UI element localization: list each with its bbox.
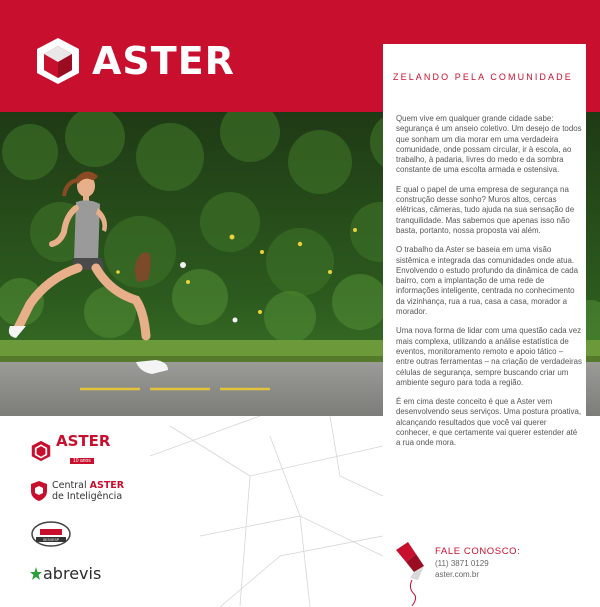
central-aster-logo [30,480,124,502]
brand-name: ASTER [92,39,235,83]
shield-icon [30,480,48,502]
paragraph-2: E qual o papel de uma empresa de segurança na construção desse sonho? Muros altos, cercas elétricas, câmeras, tudo ajuda na sua sensação de tranquilidade. Mas sabemos que apenas isso não basta, portanto, nossa proposta vai além. [396,184,575,235]
abrevis-name: abrevis [43,564,102,583]
paragraph-5: É em cima deste conceito é que a Aster vem desenvolvendo seus serviços. Uma postura proativa, alcançando resultados que você vai querer conhecer, e que certamente vai querer estender até a rua onde mora. [396,397,582,448]
text-panel [383,44,586,607]
aster-10-tag: 10 anos [70,458,94,464]
contact-title: FALE CONOSCO: [435,546,521,557]
central-aster-word: ASTER [89,480,125,491]
contact-phone: (11) 3871 0129 [435,559,489,568]
central-word: Central [52,480,90,491]
contact-block [392,540,592,607]
panel-body [396,114,582,458]
aster-cube-icon [34,36,82,86]
panel-title: ZELANDO PELA COMUNIDADE [393,72,573,82]
aster-10-anos-logo [30,434,110,467]
aster-cube-icon [30,440,52,462]
brand-logo [34,36,235,86]
sesvesp-emblem-icon [30,520,72,548]
contact-site: aster.com.br [435,570,480,579]
central-subtitle: de Inteligência [52,491,123,502]
paragraph-1: Quem vive em qualquer grande cidade sabe: segurança é um anseio coletivo. Um desejo de todos que sonham um dia morar em uma verdadeira comunidade, onde possam circular, ir à escola, ao trabalho, à padaria, livres do medo e da sombra constante de uma escolta armada e ostensiva. [396,114,582,175]
sesvesp-label: SESVESP [42,538,60,542]
sesvesp-logo [30,520,72,548]
partner-logos [0,416,170,607]
abrevis-star-icon [30,567,42,581]
aster-arrow-mark-icon [392,540,432,607]
paragraph-4: Uma nova forma de lidar com uma questão cada vez mais complexa, utilizando a análise estatística de eventos, monitoramento remoto e apoio tático – entre outras ferramentas – na criação de verdadeiras células de segurança, sempre buscando criar um ambiente seguro para toda a região. [396,326,582,387]
abrevis-logo [30,564,101,583]
aster-10-name: ASTER [56,432,111,450]
paragraph-3: O trabalho da Aster se baseia em uma visão sistêmica e integrada das comunidades onde atua. Envolvendo o estudo profundo da dinâmica de cada bairro, com a implantação de uma rede de informações inteligente, centrada no conhecimento da vizinhança, rua a rua, casa a casa, morador a morador. [396,245,579,317]
